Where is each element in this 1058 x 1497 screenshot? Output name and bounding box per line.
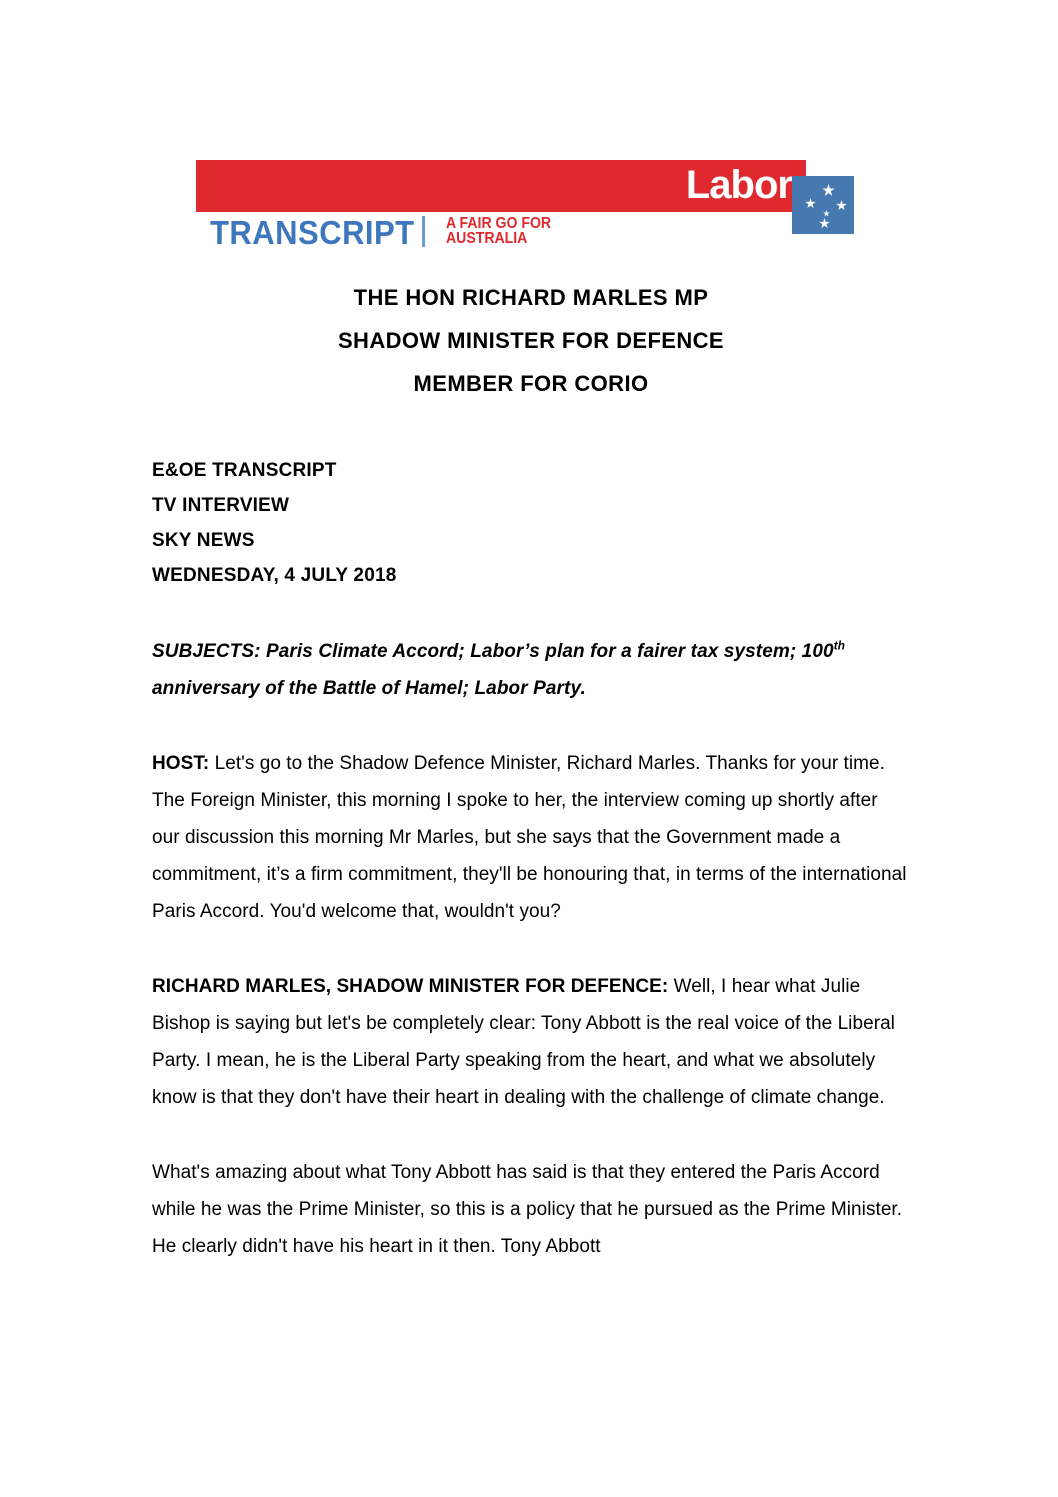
paragraph-text: Well, I hear what Julie Bishop is saying but let's be completely clear: Tony Abbott is the real voice of the Liberal Party. I mean, he is the Liberal Party speaking from the heart, and what we absolutely know is that they don't have their heart in dealing with the challenge of climate change. <box>152 976 895 1108</box>
star-icon <box>823 210 830 217</box>
paragraph-text: Let's go to the Shadow Defence Minister, Richard Marles. Thanks for your time. The Foreign Minister, this morning I spoke to her, the interview coming up shortly after our discussion this morning Mr Marles, but she says that the Government made a commitment, it’s a firm commitment, they'll be honouring that, in terms of the international Paris Accord. You'd welcome that, wouldn't you? <box>152 753 907 922</box>
transcript-metadata <box>152 453 910 593</box>
star-icon <box>822 184 835 197</box>
tagline-line-1: A FAIR GO FOR <box>446 215 552 232</box>
tagline-line-2: AUSTRALIA <box>446 230 528 247</box>
document-body <box>152 276 910 1265</box>
labor-tagline <box>446 216 551 246</box>
meta-line-format: TV INTERVIEW <box>152 495 290 516</box>
meta-line-transcript-type: E&OE TRANSCRIPT <box>152 460 337 481</box>
meta-line-date: WEDNESDAY, 4 JULY 2018 <box>152 565 397 586</box>
meta-line-outlet: SKY NEWS <box>152 530 255 551</box>
star-icon <box>836 200 847 211</box>
paragraph-host <box>152 745 910 930</box>
subjects-suffix: anniversary of the Battle of Hamel; Labor Party. <box>152 678 586 699</box>
subjects-prefix: SUBJECTS: Paris Climate Accord; Labor’s plan for a fairer tax system; 100 <box>152 641 834 662</box>
paragraph-text: What's amazing about what Tony Abbott has said is that they entered the Paris Accord while he was the Prime Minister, so this is a policy that he pursued as the Prime Minister. He clearly didn't have his heart in it then. Tony Abbott <box>152 1162 903 1257</box>
red-banner <box>196 160 806 212</box>
speaker-label: RICHARD MARLES, SHADOW MINISTER FOR DEFENCE: <box>152 976 669 997</box>
title-line-3: MEMBER FOR CORIO <box>413 371 649 396</box>
paragraph-marles-2 <box>152 1154 910 1265</box>
logo-divider <box>422 216 425 247</box>
star-icon <box>819 218 830 229</box>
transcript-wordmark: TRANSCRIPT <box>210 214 415 251</box>
title-line-1: THE HON RICHARD MARLES MP <box>353 285 709 310</box>
paragraph-marles-1 <box>152 968 910 1116</box>
southern-cross-stars-icon <box>792 176 854 234</box>
speaker-label: HOST: <box>152 753 210 774</box>
title-line-2: SHADOW MINISTER FOR DEFENCE <box>337 328 725 353</box>
labor-letterhead-logo <box>196 160 858 260</box>
subjects-line <box>152 633 910 707</box>
subjects-superscript: th <box>833 639 846 653</box>
star-icon <box>805 198 816 209</box>
labor-wordmark: Labor <box>685 163 792 208</box>
page-title <box>152 276 910 405</box>
